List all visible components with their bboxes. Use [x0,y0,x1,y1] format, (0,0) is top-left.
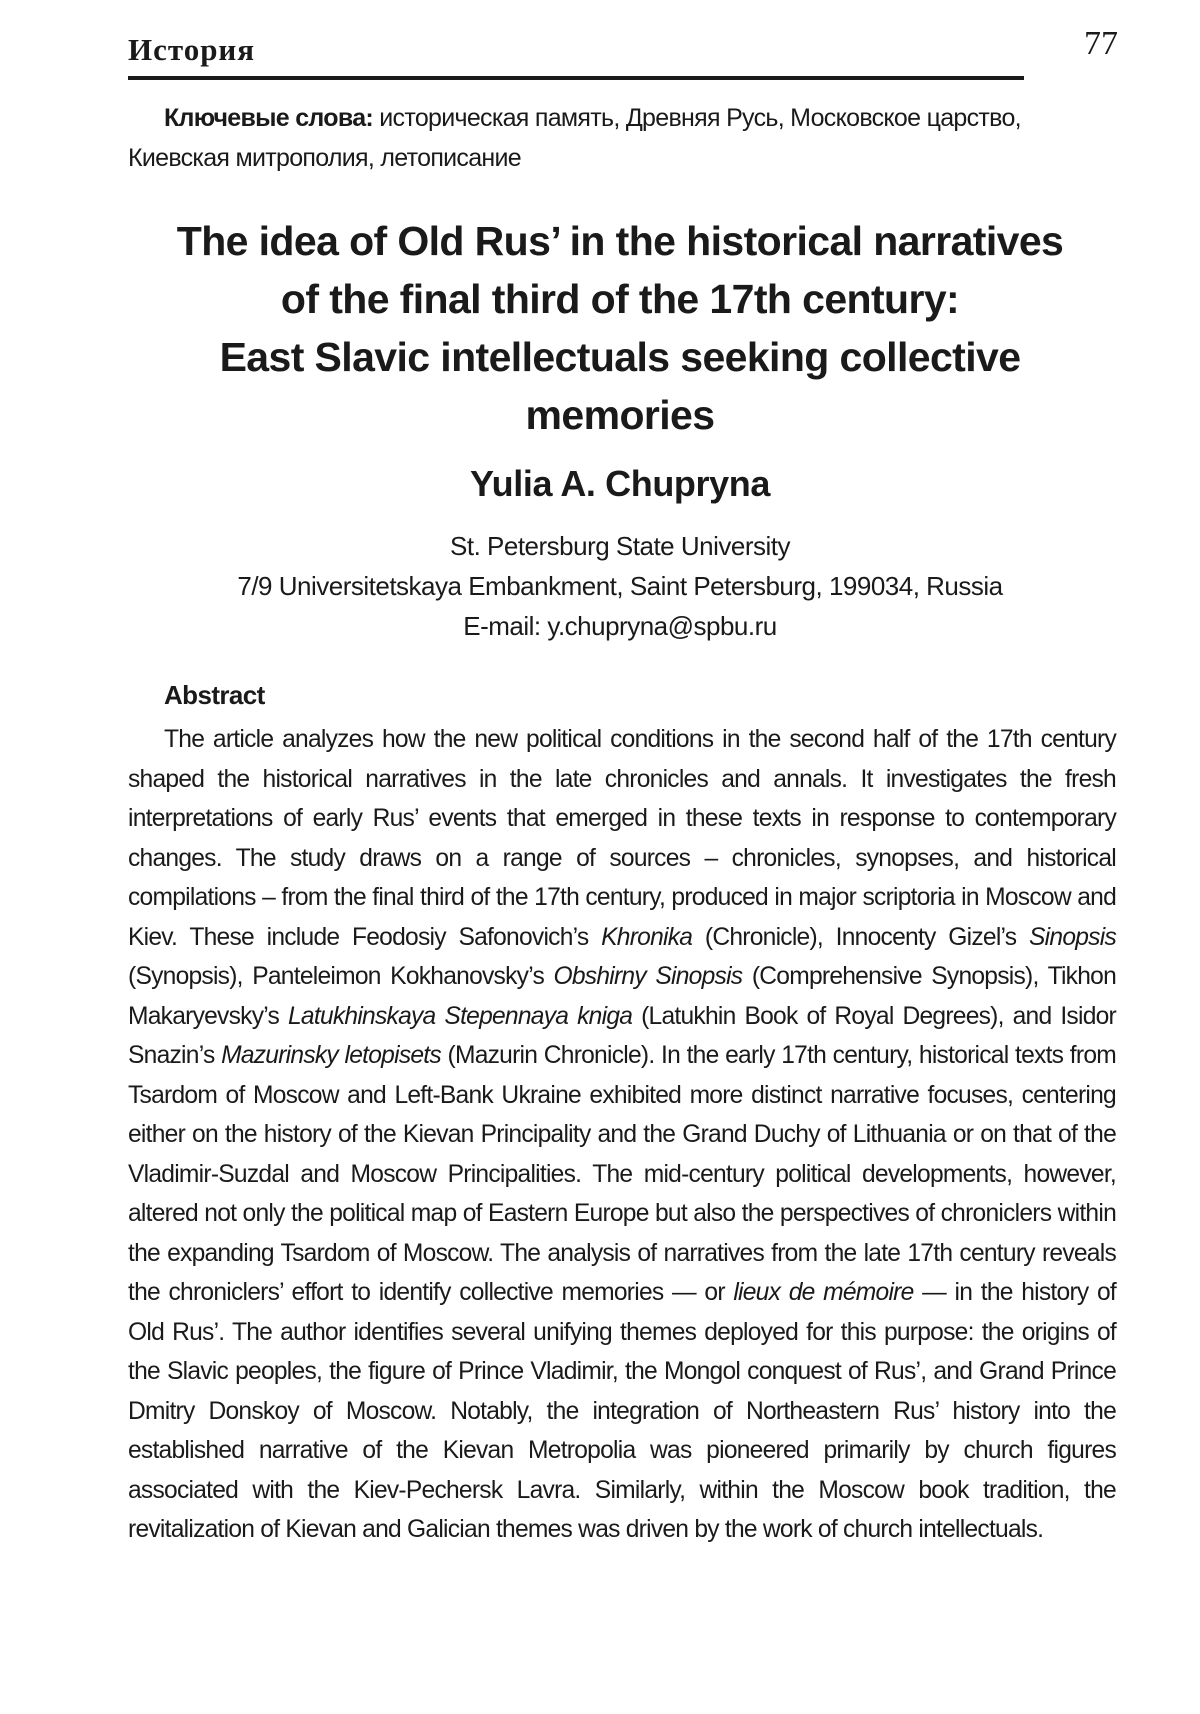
section-title: История [128,32,256,67]
abstract-text: — in the history of Old Rus’. The author identifies several unifying themes deployed for this purpose: the origins of the Slavic peoples, the figure of Prince Vladimir, the Mongol conquest of Rus’, and Grand Prince Dmitry Donskoy of Moscow. Notably, the integration of Northeastern Rus’ history into the established narrative of the Kievan Metropolia was pioneered primarily by church figures associated with the Kiev-Pechersk Lavra. Similarly, within the Moscow book tradition, the revitalization of Kievan and Galician themes was driven by the work of church intellectuals. [128,1279,1117,1543]
title-line: The idea of Old Rus’ in the historical narratives [176,218,1064,264]
abstract-text: (Comprehensive Synopsis), Tikhon Makaryevsky’s [128,963,1116,1030]
foreign-term: lieux de mémoire [733,1279,914,1306]
article-title [120,212,1120,444]
header-rule [128,76,1024,80]
work-title: Mazurinsky letopisets [221,1042,441,1069]
work-title: Khronika [601,923,693,951]
keywords-text: историческая память, Древняя Русь, Московское царство, Киевская митрополия, летописание [128,104,1021,172]
work-title: Obshirny Sinopsis [553,963,743,990]
institution: St. Petersburg State University [450,531,790,561]
abstract-heading: Abstract [164,680,265,710]
page-number: 77 [1084,25,1118,62]
title-line: memories [525,392,715,438]
abstract-text: (Synopsis), Panteleimon Kokhanovsky’s [128,963,554,990]
keywords-label: Ключевые слова: [164,104,374,132]
abstract-body [128,720,1116,1550]
running-header [128,22,1118,82]
email: E-mail: y.chupryna@spbu.ru [463,611,777,641]
address: 7/9 Universitetskaya Embankment, Saint Petersburg, 199034, Russia [237,571,1003,601]
abstract-text: (Chronicle), Innocenty Gizel’s [692,923,1030,951]
abstract-text: The article analyzes how the new political conditions in the second half of the 17th century shaped the historical narratives in the late chronicles and annals. It investigates the fresh interpretations of early Rus’ events that emerged in these texts in response to contemporary changes. The study draws on a range of sources – chronicles, synopses, and historical compilations – from the final third of the 17th century, produced in major scriptoria in Moscow and Kiev. These include Feodosiy Safonovich’s [128,726,1116,951]
work-title: Latukhinskaya Stepennaya kniga [288,1002,633,1030]
author-name: Yulia A. Chupryna [470,463,770,504]
abstract-text: (Latukhin Book of Royal Degrees), and Isidor Snazin’s [128,1002,1116,1069]
title-line: East Slavic intellectuals seeking collective [219,334,1021,380]
title-line: of the final third of the 17th century: [280,276,960,322]
abstract-text: (Mazurin Chronicle). In the early 17th century, historical texts from Tsardom of Moscow and Left-Bank Ukraine exhibited more distinct narrative focuses, centering either on the history of the Kievan Principality and the Grand Duchy of Lithuania or on that of the Vladimir-Suzdal and Moscow Principalities. The mid-century political developments, however, altered not only the political map of Eastern Europe but also the perspectives of chroniclers within the expanding Tsardom of Moscow. The analysis of narratives from the late 17th century reveals the chroniclers’ effort to identify collective memories — or [128,1042,1116,1306]
keywords-paragraph [128,98,1116,178]
work-title: Sinopsis [1029,923,1116,951]
affiliation-block [120,526,1120,646]
